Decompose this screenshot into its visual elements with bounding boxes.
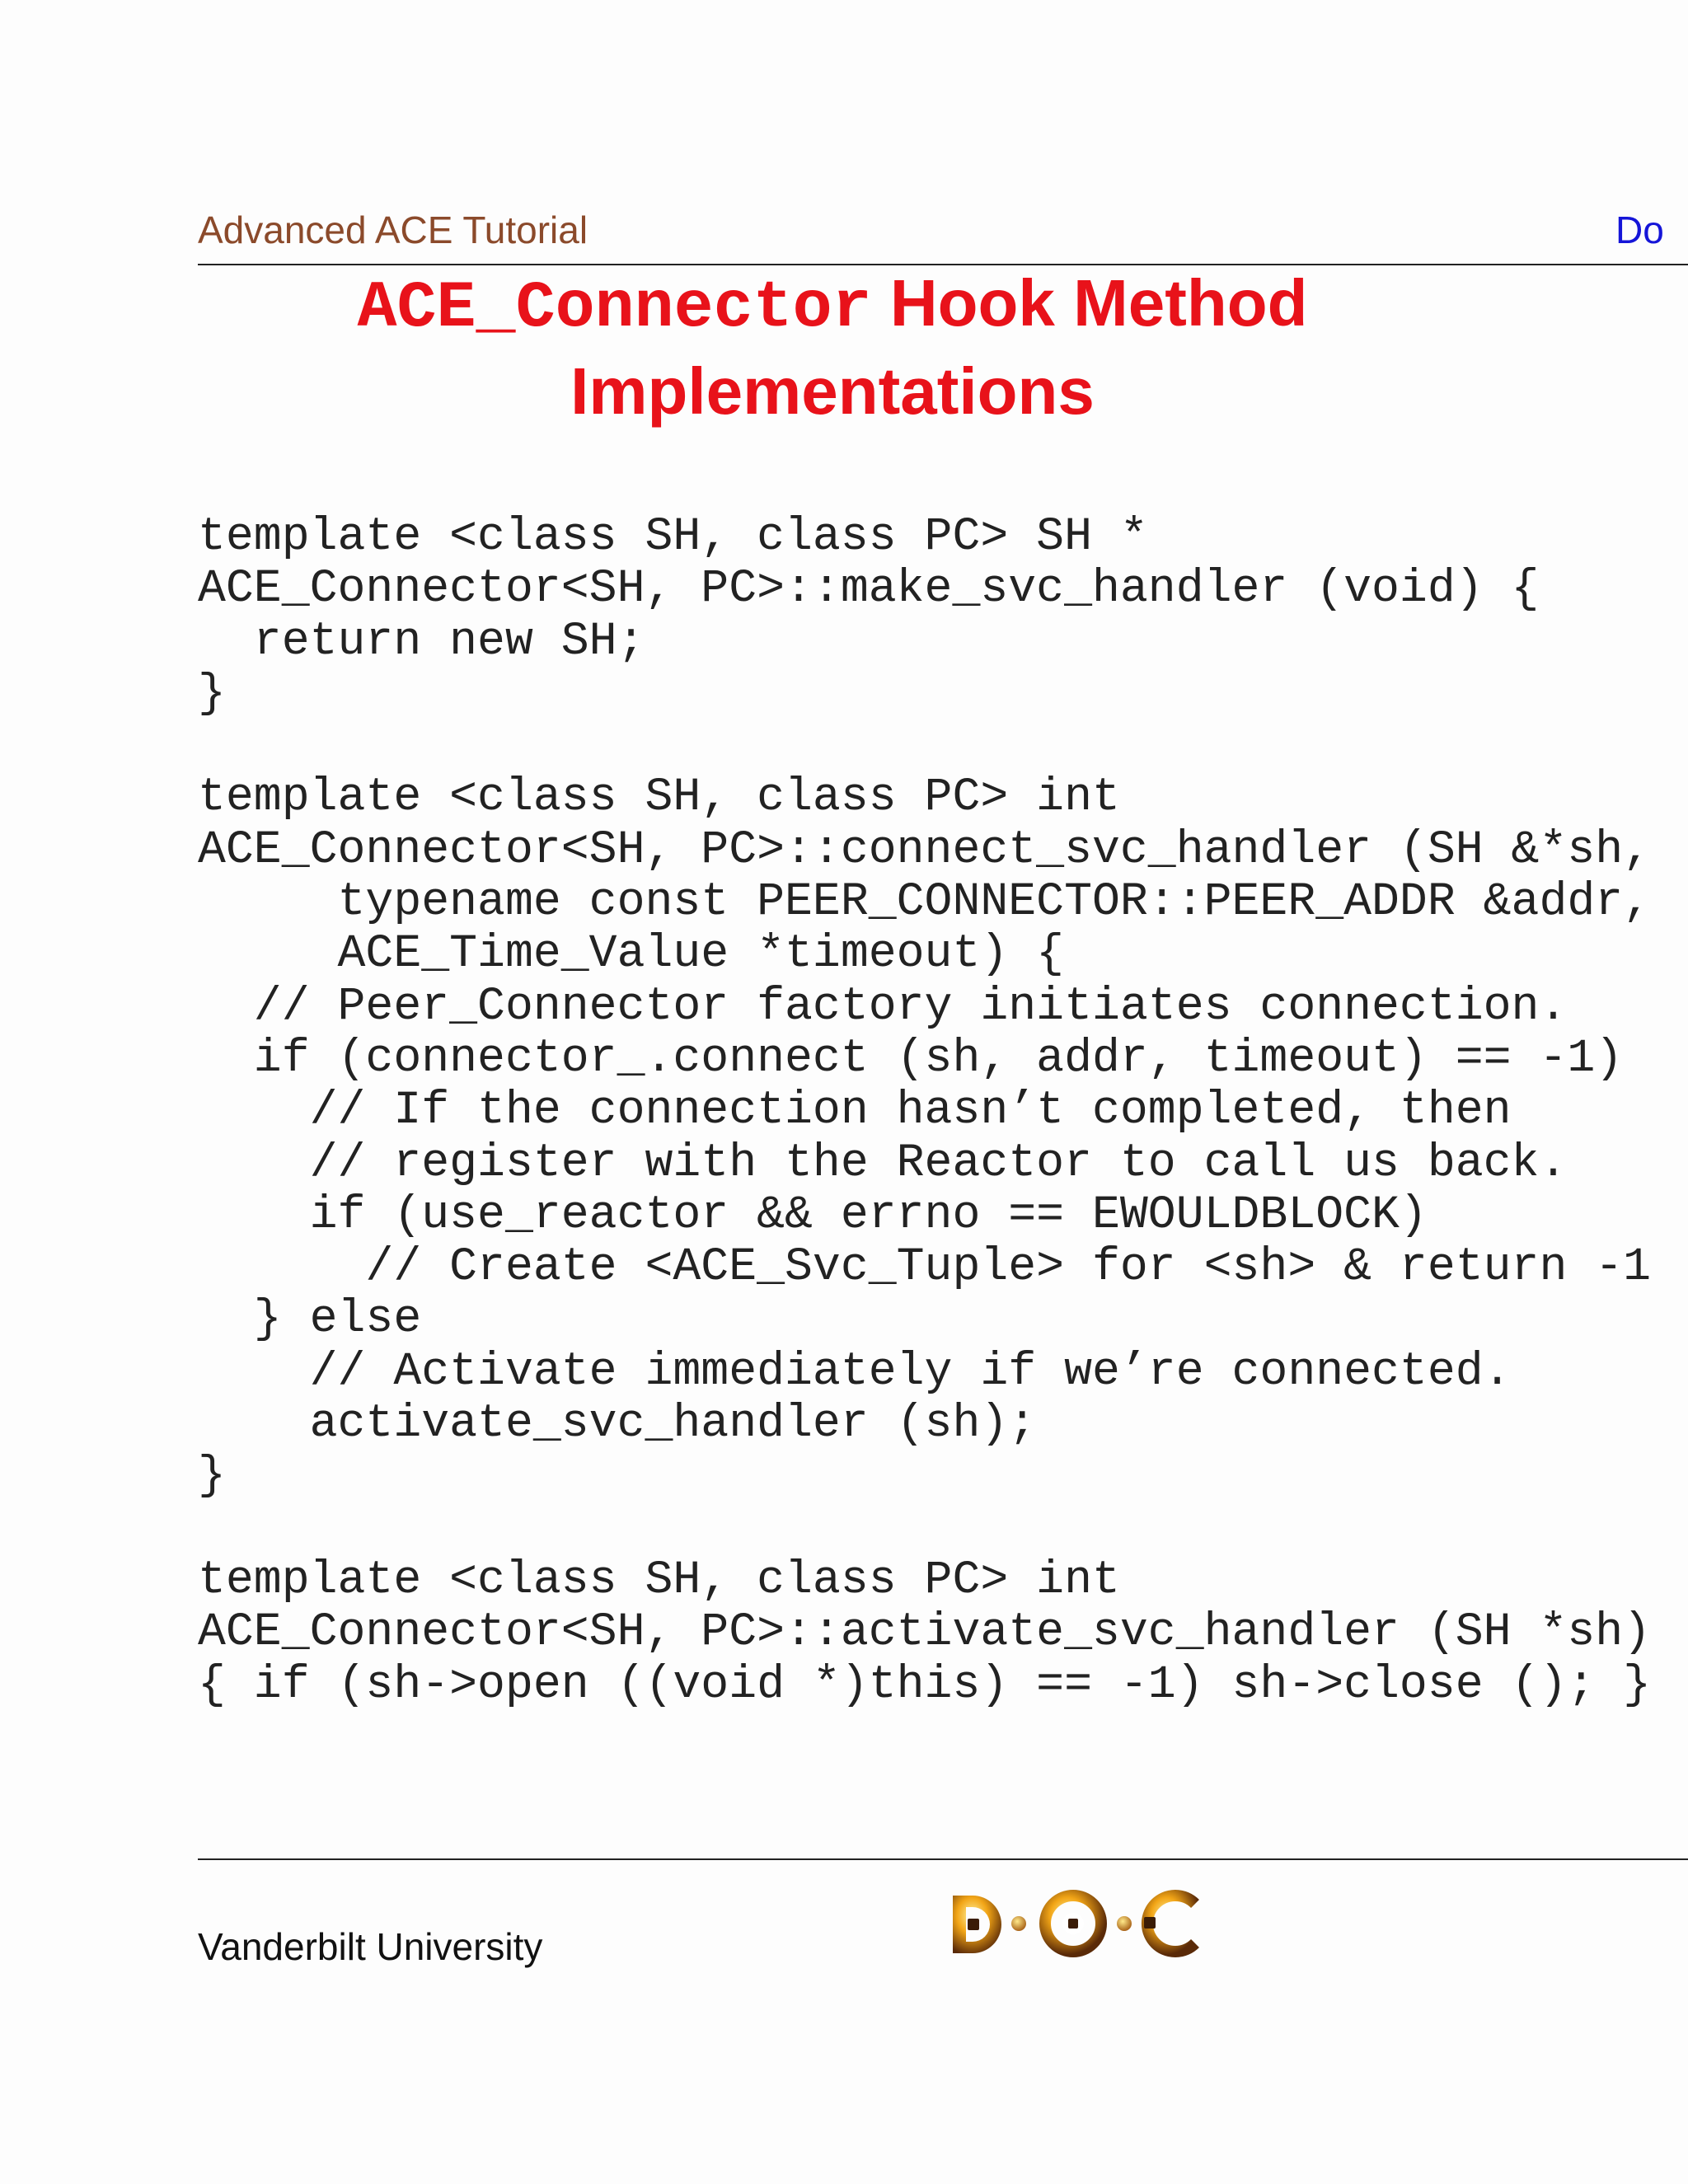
code-line: template <class SH, class PC> int	[198, 771, 1120, 824]
code-line: // Peer_Connector factory initiates connection.	[198, 979, 1568, 1033]
slide-title-line1	[198, 262, 1467, 350]
code-line	[198, 719, 1651, 771]
code-line: ACE_Connector<SH, PC>::connect_svc_handler (SH &*sh,	[198, 823, 1652, 876]
code-line: ACE_Connector<SH, PC>::make_svc_handler (void) {	[198, 562, 1540, 616]
code-line: if (use_reactor && errno == EWOULDBLOCK)	[198, 1188, 1428, 1241]
code-block	[198, 511, 1651, 1711]
code-line: }	[198, 666, 226, 719]
title-code-part: ACE_Connector	[357, 271, 872, 346]
code-line: if (connector_.connect (sh, addr, timeout) == -1)	[198, 1031, 1624, 1085]
code-line: return new SH;	[198, 614, 645, 668]
code-line: { if (sh->open ((void *)this) == -1) sh->close (); }	[198, 1657, 1652, 1711]
doc-group-logo	[948, 1886, 1212, 1968]
code-line: ACE_Time_Value *timeout) {	[198, 927, 1065, 981]
code-line: // If the connection hasn’t completed, then	[198, 1084, 1512, 1137]
code-line: }	[198, 1449, 226, 1502]
header-course-title: Advanced ACE Tutorial	[198, 209, 588, 251]
code-line: ACE_Connector<SH, PC>::activate_svc_handler (SH *sh)	[198, 1605, 1652, 1659]
code-line: } else	[198, 1292, 422, 1346]
title-text-part: Hook Method	[871, 266, 1308, 340]
header-right-text: Do	[1615, 209, 1664, 251]
code-line: // Activate immediately if we’re connected.	[198, 1344, 1512, 1398]
slide-title-line2: Implementations	[570, 354, 1095, 428]
code-line: activate_svc_handler (sh);	[198, 1397, 1037, 1451]
code-line: typename const PEER_CONNECTOR::PEER_ADDR &addr,	[198, 875, 1652, 929]
code-line: template <class SH, class PC> int	[198, 1553, 1120, 1606]
footer-university: Vanderbilt University	[198, 1925, 543, 1968]
code-line: template <class SH, class PC> SH *	[198, 510, 1148, 563]
code-line	[198, 1502, 1651, 1554]
code-line: // register with the Reactor to call us back.	[198, 1136, 1568, 1189]
code-line: // Create <ACE_Svc_Tuple> for <sh> & return -1	[198, 1240, 1652, 1294]
slide-title	[198, 262, 1467, 433]
footer-divider	[198, 1858, 1688, 1860]
